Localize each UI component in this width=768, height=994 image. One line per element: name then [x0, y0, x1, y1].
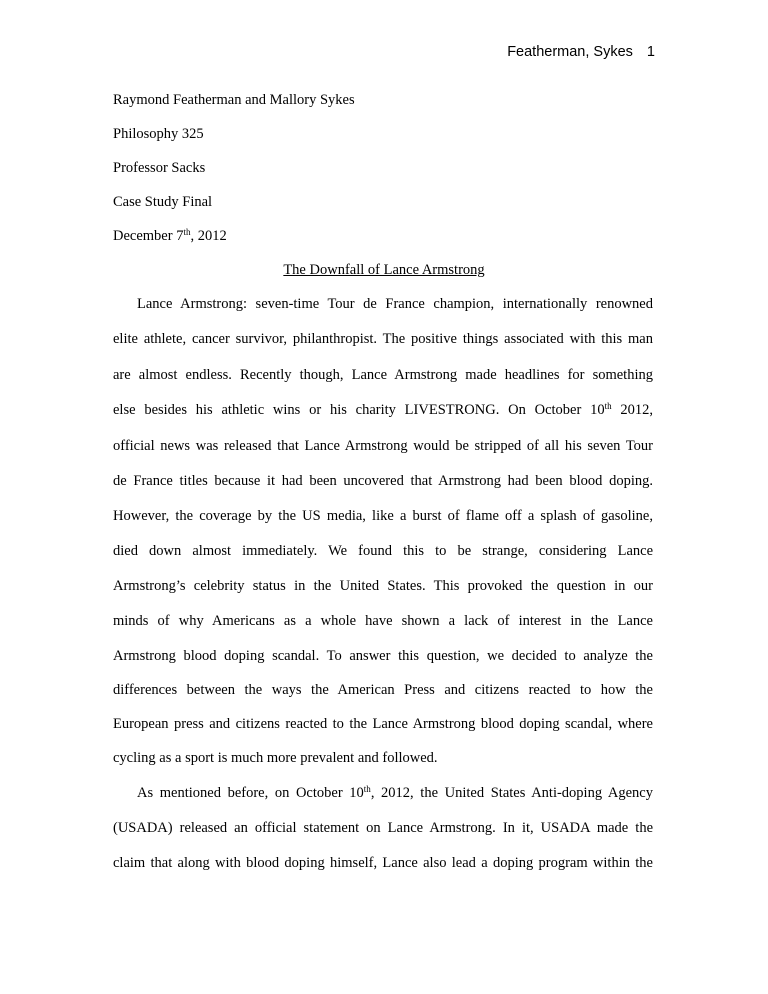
professor: Professor Sacks: [113, 160, 206, 176]
body-line: cycling as a sport is much more prevalent and followed.: [113, 750, 438, 766]
body-text: , 2012, the United States Anti-doping Agency: [370, 785, 653, 801]
running-head: Featherman, Sykes: [507, 44, 633, 60]
body-line: official news was released that Lance Armstrong would be stripped of all his seven Tour: [113, 438, 653, 454]
body-text: As mentioned before, on October 10: [137, 785, 364, 801]
body-text: 2012,: [611, 402, 653, 418]
body-line: (USADA) released an official statement on Lance Armstrong. In it, USADA made the: [113, 820, 653, 836]
body-line: Lance Armstrong: seven-time Tour de France champion, internationally renowned: [137, 296, 653, 312]
date-year: , 2012: [190, 228, 227, 244]
superscript: th: [604, 401, 612, 411]
assignment: Case Study Final: [113, 194, 213, 210]
paper-title: The Downfall of Lance Armstrong: [283, 262, 485, 278]
body-text: else besides his athletic wins or his charity LIVESTRONG. On October 10: [113, 402, 605, 418]
body-line: de France titles because it had been uncovered that Armstrong had been blood doping.: [113, 473, 653, 489]
body-line: are almost endless. Recently though, Lance Armstrong made headlines for something: [113, 367, 653, 383]
body-line: Armstrong’s celebrity status in the United States. This provoked the question in our: [113, 578, 653, 594]
course: Philosophy 325: [113, 126, 204, 142]
running-header: [507, 44, 655, 60]
superscript: th: [363, 784, 371, 794]
date-text: December 7: [113, 228, 184, 244]
date-superscript: th: [183, 227, 191, 237]
body-line: elite athlete, cancer survivor, philanthropist. The positive things associated with this man: [113, 331, 653, 347]
date: [113, 228, 227, 245]
body-line: [113, 402, 653, 419]
body-line: However, the coverage by the US media, like a burst of flame off a splash of gasoline,: [113, 508, 653, 524]
page-number: 1: [646, 44, 655, 60]
body-line: [137, 785, 653, 802]
body-line: died down almost immediately. We found this to be strange, considering Lance: [113, 543, 653, 559]
body-line: differences between the ways the American Press and citizens reacted to how the: [113, 682, 653, 698]
body-line: minds of why Americans as a whole have shown a lack of interest in the Lance: [113, 613, 653, 629]
authors: Raymond Featherman and Mallory Sykes: [113, 92, 355, 108]
body-line: European press and citizens reacted to the Lance Armstrong blood doping scandal, where: [113, 716, 653, 732]
body-line: claim that along with blood doping himself, Lance also lead a doping program within the: [113, 855, 653, 871]
body-line: Armstrong blood doping scandal. To answer this question, we decided to analyze the: [113, 648, 653, 664]
